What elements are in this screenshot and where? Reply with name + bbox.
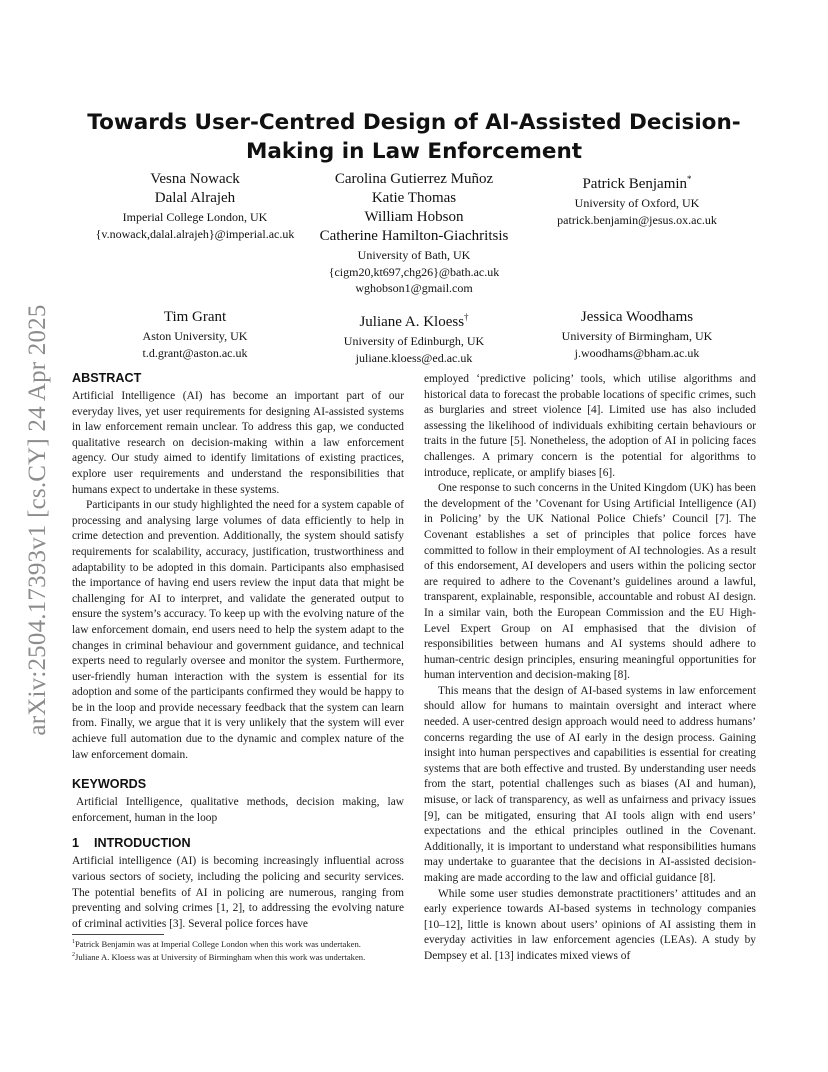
author-email: t.d.grant@aston.ac.uk <box>142 345 248 360</box>
abstract-heading: ABSTRACT <box>72 371 142 385</box>
arxiv-identifier-text: arXiv:2504.17393v1 [cs.CY] 24 Apr 2025 <box>24 304 51 736</box>
body-paragraph-continued: employed ‘predictive policing’ tools, which utilise algorithms and historical data to forecast the probable locations of specific crimes, such as burglaries and street violence [4]. Limited use has also included assessing the likelihood of individuals exhibiting certain behaviours or traits in the future [5]. Nonetheless, the adoption of AI in policing faces challenges. A primary concern is the potential for algorithms to introduce, replicate, or amplify biases [6]. <box>424 373 756 479</box>
author-affiliation: University of Oxford, UK <box>574 196 700 210</box>
abstract-paragraph: Participants in our study highlighted the need for a system capable of processing and analysing large volumes of data efficiently to help in crime detection and prevention. Additionally, the system should satisfy requirements for scalability, accuracy, justification, trustworthiness and adaptability to be adopted in this domain. Participants also emphasised the importance of having end users review the input data that might be challenging for AI to interpret, and validate the generated output to ensure the system’s accuracy. To keep up with the evolving nature of the law enforcement domain, end users need to help the system adapt to the changes in criminal behaviour and government guidance, and technical experts need to regularly oversee and monitor the system. Furthermore, user-friendly human interaction with the system is essential for its adoption and some of the participants confirmed they would be happy to be in the loop and provide necessary feedback that the system can learn from. Finally, we argue that it is very unlikely that the system will ever achieve full automation due to the dynamic and complex nature of the law enforcement domain. <box>72 499 404 761</box>
author-affiliation: Aston University, UK <box>142 329 248 343</box>
author-name: Carolina Gutierrez Muñoz <box>334 171 494 187</box>
footnote: $^2$Juliane A. Kloess was at University of Birmingham when this work was undertaken. <box>72 952 366 963</box>
keywords-heading: KEYWORDS <box>72 777 147 792</box>
author-block-oxford <box>522 170 752 228</box>
right-column <box>424 372 756 965</box>
author-name: William Hobson <box>364 209 464 225</box>
author-affiliation: Imperial College London, UK <box>122 210 268 224</box>
author-email: juliane.kloess@ed.ac.uk <box>355 350 473 365</box>
body-paragraph: While some user studies demonstrate practitioners’ attitudes and an early experience towards AI-based systems in technology companies [10–12], little is known about users’ opinions of AI assisting them in everyday activities in law enforcement agencies (LEAs). A study by Dempsey et al. [13] indicates mixed views of <box>424 887 756 962</box>
author-email: patrick.benjamin@jesus.ox.ac.uk <box>557 212 717 227</box>
body-paragraph: This means that the design of AI-based systems in law enforcement should allow for humans to maintain oversight and interact where needed. A user-centred design approach would need to address humans’ concerns regarding the use of AI early in the design process. Gaining insight into human perspectives and capabilities is essential for creating systems that are both effective and trusted. By understanding user needs from the start, potential challenges such as biases (AI and human), misuse, or lack of transparency, as well as unfairness and privacy issues [9], can be mitigated, ensuring that AI tools align with end users’ expectations and the ethical principles outlined in the Covenant. Additionally, it is important to understand what responsibilities humans may undertake to guarantee that the decisions in AI-assisted decision-making are made according to the law and official guidance [8]. <box>424 684 756 884</box>
author-name: Catherine Hamilton-Giachritsis <box>319 228 509 244</box>
author-name: Juliane A. Kloess† <box>359 312 469 330</box>
author-block-edinburgh <box>298 308 530 366</box>
body-paragraph: One response to such concerns in the United Kingdom (UK) has been the development of the ’Covenant for Using Artificial Intelligence (AI) in Policing’ by the UK National Police Chiefs’ Council [7]. The Covenant establishes a set of principles that police forces have committed to follow in their employment of AI technologies. As a result of this endorsement, AI developers and users within the policing sector are required to adhere to the Covenant’s guidelines around a lawful, transparent, explainable, responsible, accountable and robust AI design. In a similar vain, both the European Commission and the EU High-Level Expert Group on AI emphasised that the division of responsibilities between humans and AI systems should adhere to human-centric design principles, ensuring meaningful opportunities for human intervention and decision-making [8]. <box>424 482 756 682</box>
paper-title: Towards User-Centred Design of AI-Assisted Decision-Making in Law Enforcement <box>87 110 741 164</box>
author-email: wghobson1@gmail.com <box>355 281 473 295</box>
author-name: Patrick Benjamin* <box>582 174 692 192</box>
author-block-birmingham <box>522 308 752 361</box>
body-paragraph: Artificial intelligence (AI) is becoming increasingly influential across various sectors of society, including the policing and security services. The potential benefits of AI in policing are numerous, ranging from preventing and solving crimes [1, 2], to addressing the evolving nature of criminal activities [3]. Several police forces have <box>72 855 404 930</box>
author-name: Jessica Woodhams <box>580 309 694 325</box>
author-name: Tim Grant <box>163 309 227 325</box>
keywords-text: Artificial Intelligence, qualitative methods, decision making, law enforcement, human in the loop <box>72 796 404 824</box>
author-affiliation: University of Bath, UK <box>357 248 471 262</box>
author-name: Dalal Alrajeh <box>154 190 236 206</box>
author-block-aston <box>80 308 310 361</box>
author-affiliation: University of Birmingham, UK <box>561 329 713 343</box>
section-title: INTRODUCTION <box>94 836 191 851</box>
section-heading-introduction <box>72 835 404 851</box>
author-email: j.woodhams@bham.ac.uk <box>574 345 700 360</box>
author-name: Katie Thomas <box>371 190 457 206</box>
footnote-rule <box>72 934 164 935</box>
author-footnote-mark: † <box>464 312 469 322</box>
author-block-imperial <box>80 170 310 242</box>
author-footnote-mark: * <box>687 174 692 184</box>
author-block-bath <box>298 170 530 297</box>
author-affiliation: University of Edinburgh, UK <box>343 334 485 348</box>
author-name: Vesna Nowack <box>150 171 240 187</box>
abstract-paragraph: Artificial Intelligence (AI) has become an important part of our everyday lives, yet user requirements for designing AI-assisted systems in law enforcement remain unclear. To address this gap, we conducted qualitative research on decision-making within a law enforcement agency. Our study aimed to identify limitations of existing practices, explore user requirements and understand the responsibilities that humans expect to undertake in these systems. <box>72 390 404 496</box>
section-number: 1 <box>72 836 80 851</box>
author-email: {cigm20,kt697,chg26}@bath.ac.uk <box>328 264 500 279</box>
author-email: {v.nowack,dalal.alrajeh}@imperial.ac.uk <box>95 226 295 241</box>
footnote: $^1$Patrick Benjamin was at Imperial College London when this work was undertaken. <box>72 938 361 949</box>
left-column <box>72 370 404 932</box>
footnotes <box>72 937 404 964</box>
